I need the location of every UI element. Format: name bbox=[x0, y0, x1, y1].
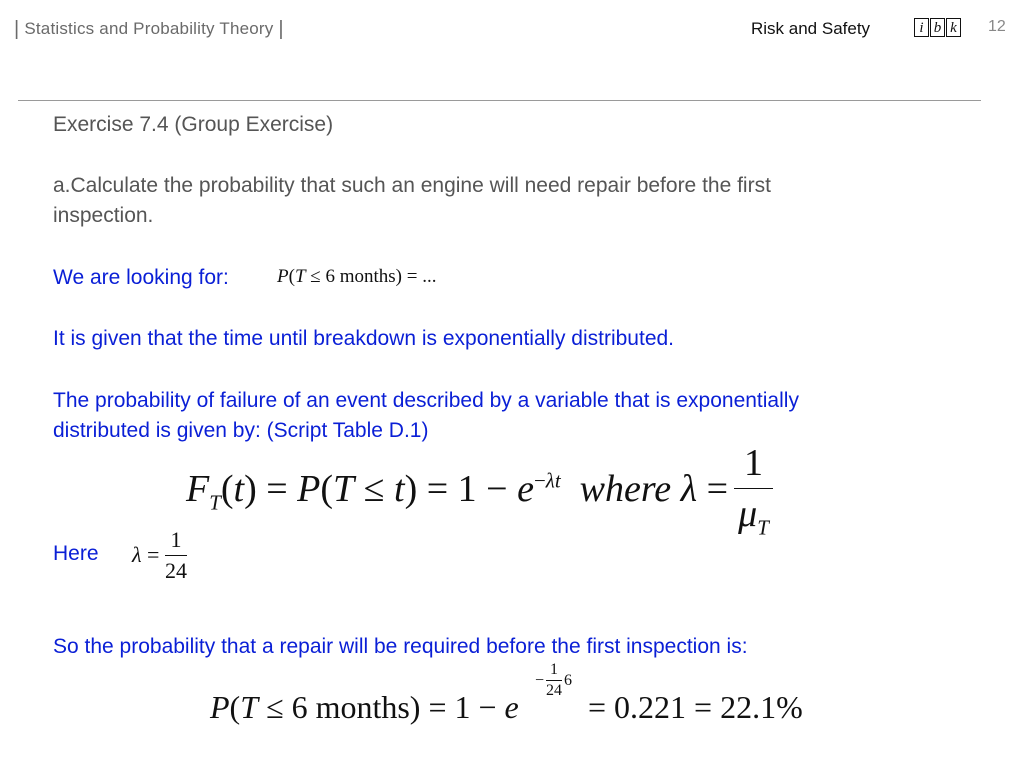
header-divider bbox=[18, 100, 981, 101]
prob-text-line2: distributed is given by: (Script Table D.1) bbox=[53, 419, 429, 442]
logo-letter-b: b bbox=[930, 18, 945, 37]
looking-for-formula: P(T ≤ 6 months) = ... bbox=[277, 266, 437, 287]
cdf-formula: $F_T(t) = P(T \le t) = 1 - e^{-\lambda t}$ where λ = $\frac{1}{\mu_T}$ bbox=[186, 436, 773, 546]
department-label: Risk and Safety bbox=[751, 19, 871, 38]
page-number: 12 bbox=[988, 18, 1006, 35]
ibk-logo bbox=[914, 18, 961, 37]
prob-text-line1: The probability of failure of an event described by a variable that is exponentially bbox=[53, 389, 799, 412]
looking-for-label: We are looking for: bbox=[53, 266, 229, 289]
course-title-text: Statistics and Probability Theory bbox=[24, 19, 274, 38]
logo-letter-i: i bbox=[914, 18, 929, 37]
course-title: | Statistics and Probability Theory | bbox=[14, 18, 284, 40]
here-label: Here bbox=[53, 542, 99, 565]
part-a-line2: inspection. bbox=[53, 204, 154, 227]
part-a-line1: a.Calculate the probability that such an engine will need repair before the first bbox=[53, 174, 771, 197]
result-exponent: − $\frac{1}{24}$ 6 bbox=[535, 661, 573, 699]
lambda-formula: λ = $\frac{1}{24}$ bbox=[132, 526, 187, 583]
logo-letter-k: k bbox=[946, 18, 961, 37]
exercise-title: Exercise 7.4 (Group Exercise) bbox=[53, 113, 334, 136]
given-text: It is given that the time until breakdown is exponentially distributed. bbox=[53, 327, 675, 350]
conclusion-text: So the probability that a repair will be required before the first inspection is: bbox=[53, 635, 748, 658]
